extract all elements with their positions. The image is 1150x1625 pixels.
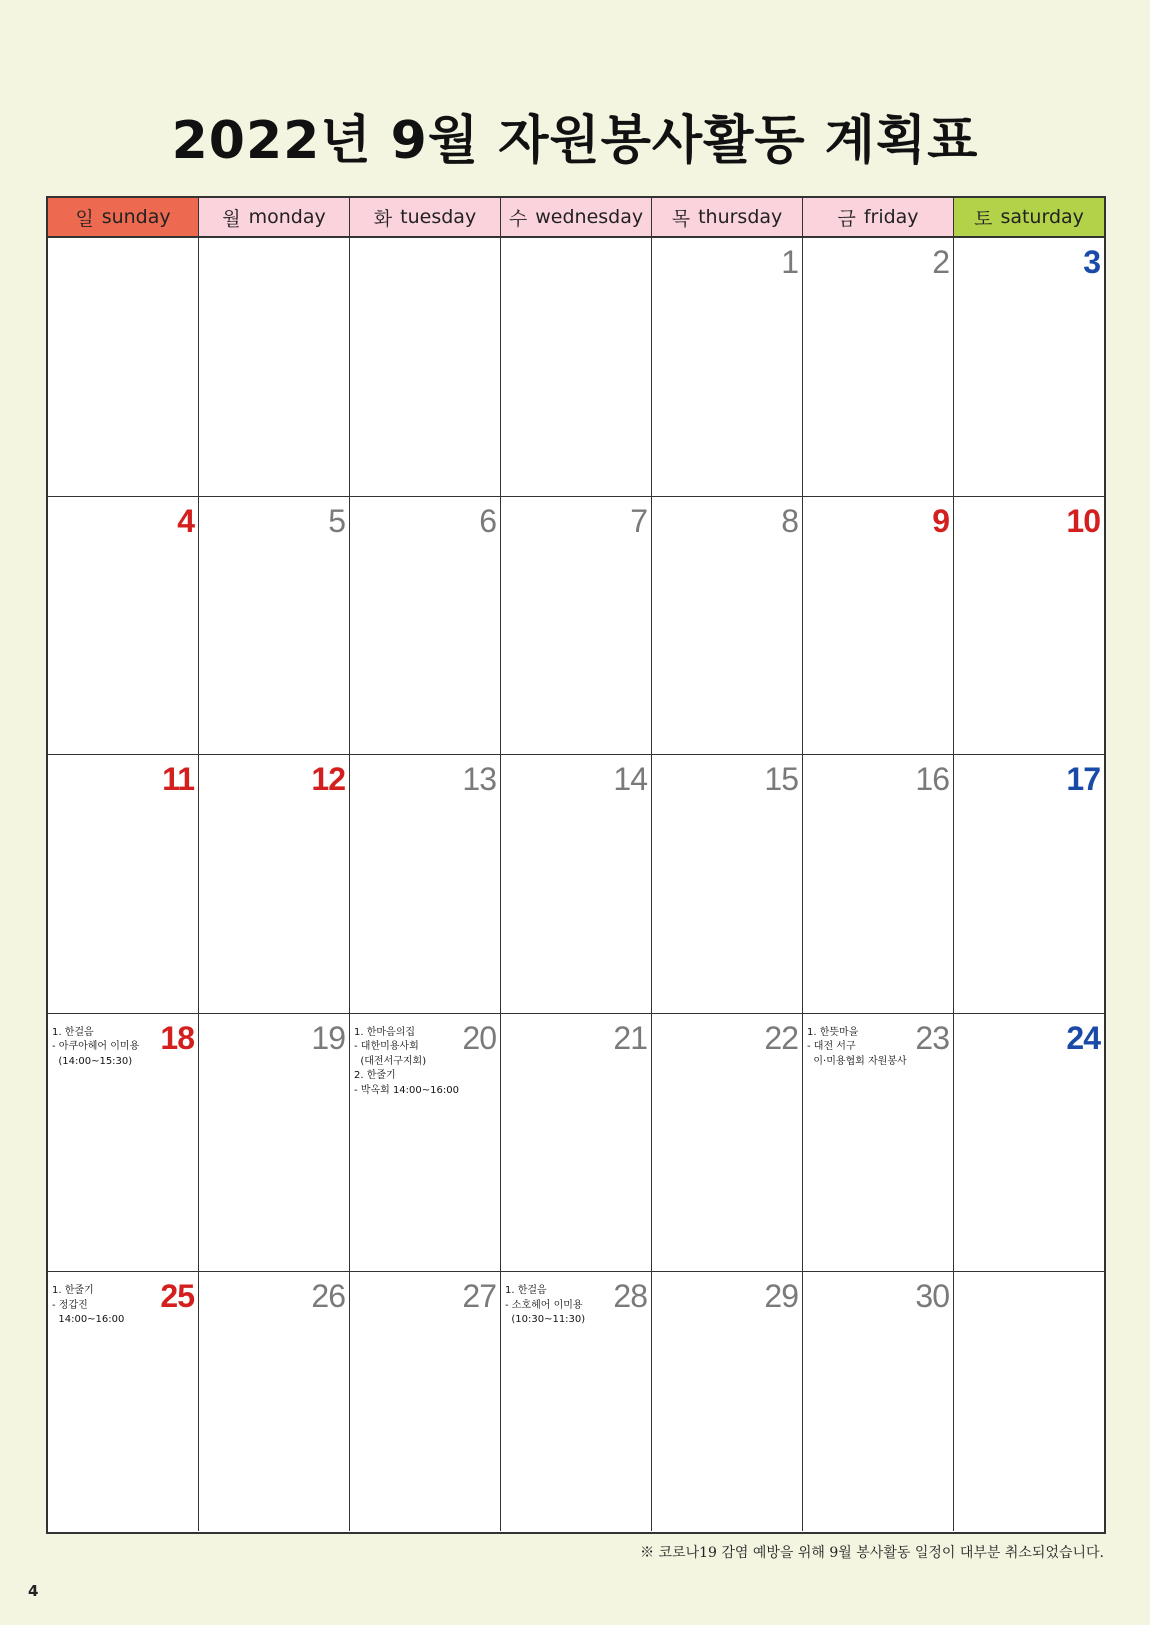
header-en: sunday: [101, 206, 171, 228]
day-number: 19: [311, 1019, 345, 1056]
day-number: 30: [915, 1278, 949, 1314]
header-kr: 토: [974, 207, 993, 230]
day-number: 20: [462, 1019, 496, 1056]
day-cell: [501, 238, 652, 496]
day-number: 28: [613, 1278, 647, 1314]
page-title: 2022년 9월 자원봉사활동 계획표: [171, 111, 979, 171]
day-number: 17: [1066, 761, 1100, 797]
header-kr: 수: [508, 207, 528, 230]
header-monday: [199, 198, 350, 236]
day-cell: [350, 497, 501, 755]
header-thursday: [652, 198, 803, 236]
day-cell: [199, 1272, 350, 1531]
header-kr: 금: [837, 207, 856, 230]
header-en: friday: [863, 206, 919, 228]
header-en: tuesday: [400, 206, 477, 228]
day-number: 8: [781, 502, 798, 539]
day-number: 7: [630, 502, 647, 539]
day-number: 6: [479, 502, 496, 539]
day-cell: [803, 238, 954, 496]
header-tuesday: [350, 198, 501, 236]
day-cell: [501, 1014, 652, 1272]
day-number: 25: [160, 1278, 194, 1314]
weeks-container: [48, 238, 1104, 1531]
header-kr: 일: [75, 207, 94, 230]
day-cell: [652, 755, 803, 1013]
header-en: thursday: [698, 206, 783, 228]
event-note: 1. 한마음의집 - 대한미용사회 (대전서구지회) 2. 한줄기 - 박옥회 14:00~16:00: [354, 1026, 459, 1096]
day-cell: [501, 1272, 652, 1531]
day-cell: [350, 1014, 501, 1272]
header-friday: [803, 198, 954, 236]
day-number: 11: [162, 761, 194, 797]
week-row: [48, 497, 1104, 756]
week-row: [48, 1014, 1104, 1273]
day-cell: [48, 238, 199, 496]
day-cell: [199, 755, 350, 1013]
day-number: 29: [764, 1278, 798, 1314]
day-cell: [954, 497, 1104, 755]
day-number: 2: [932, 244, 949, 280]
week-row: [48, 238, 1104, 497]
event-note: 1. 한걸음 - 아쿠아헤어 이미용 (14:00~15:30): [52, 1026, 140, 1067]
day-cell: [652, 1272, 803, 1531]
day-cell: [803, 1272, 954, 1531]
event-note: 1. 한줄기 - 정갑진 14:00~16:00: [52, 1285, 125, 1325]
day-cell: [803, 497, 954, 755]
day-cell: [48, 1272, 199, 1531]
day-cell: [48, 497, 199, 755]
day-cell: [803, 1014, 954, 1272]
day-cell: [954, 1272, 1104, 1531]
header-wednesday: [501, 198, 652, 236]
day-cell: [652, 1014, 803, 1272]
day-number: 10: [1066, 502, 1100, 539]
header-saturday: [954, 198, 1104, 236]
day-number: 12: [311, 761, 345, 797]
week-row: [48, 755, 1104, 1014]
day-cell: [954, 238, 1104, 496]
day-number: 15: [764, 761, 798, 797]
day-number: 3: [1083, 244, 1100, 280]
day-number: 24: [1066, 1019, 1100, 1056]
day-number: 26: [311, 1278, 345, 1314]
event-note: 1. 한걸음 - 소호헤어 이미용 (10:30~11:30): [505, 1285, 586, 1325]
day-cell: [652, 497, 803, 755]
header-en: monday: [248, 206, 326, 228]
day-cell: [954, 755, 1104, 1013]
header-kr: 화: [373, 207, 393, 230]
header-en: wednesday: [535, 206, 644, 228]
day-number: 16: [915, 761, 949, 797]
day-number: 22: [764, 1019, 798, 1056]
day-cell: [199, 1014, 350, 1272]
header-sunday: [48, 198, 199, 236]
header-en: saturday: [1000, 206, 1084, 228]
weekday-header-row: [48, 198, 1104, 238]
day-number: 5: [328, 502, 345, 539]
day-number: 27: [462, 1278, 496, 1314]
footnote: ※ 코로나19 감염 예방을 위해 9월 봉사활동 일정이 대부분 취소되었습니다.: [640, 1545, 1104, 1561]
day-cell: [501, 755, 652, 1013]
day-number: 14: [613, 761, 647, 797]
event-note: 1. 한뜻마을 - 대전 서구 이·미용협회 자원봉사: [807, 1026, 907, 1067]
day-cell: [350, 755, 501, 1013]
calendar-grid: [46, 196, 1106, 1534]
day-cell: [199, 497, 350, 755]
day-cell: [954, 1014, 1104, 1272]
day-cell: [350, 238, 501, 496]
header-kr: 목: [671, 207, 691, 230]
day-number: 1: [781, 244, 798, 280]
day-number: 18: [160, 1019, 194, 1056]
day-cell: [501, 497, 652, 755]
header-kr: 월: [222, 207, 241, 230]
day-cell: [48, 1014, 199, 1272]
day-cell: [350, 1272, 501, 1531]
day-cell: [652, 238, 803, 496]
day-cell: [48, 755, 199, 1013]
day-number: 21: [613, 1019, 647, 1056]
day-cell: [199, 238, 350, 496]
week-row: [48, 1272, 1104, 1531]
day-number: 4: [177, 502, 194, 539]
day-number: 9: [932, 502, 949, 539]
day-number: 13: [462, 761, 496, 797]
day-number: 23: [915, 1019, 949, 1056]
page-number: 4: [28, 1582, 39, 1600]
day-cell: [803, 755, 954, 1013]
